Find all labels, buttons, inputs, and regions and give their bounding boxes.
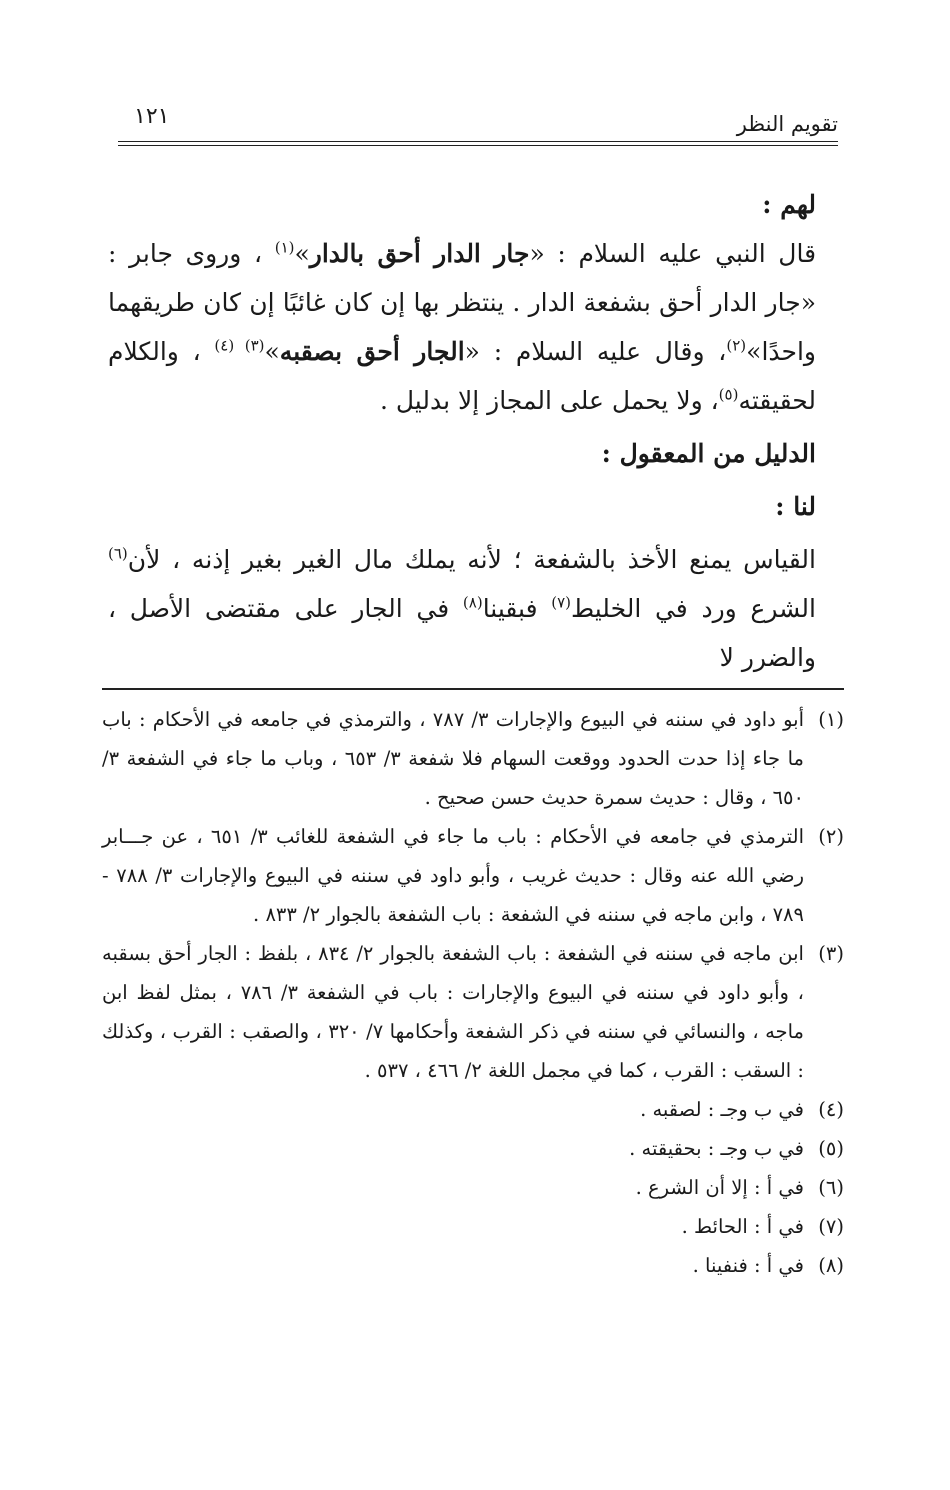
text-run: فبقينا: [482, 594, 552, 623]
footnote-ref[interactable]: (٦): [108, 544, 128, 563]
footnote-ref[interactable]: (٣) (٤): [214, 336, 265, 355]
hadith-quote: الجار أحق بصقبه: [279, 337, 465, 366]
footnote-item: [102, 1246, 844, 1285]
footnote-number: (٤): [818, 1098, 844, 1121]
footnote-text: في أ : فنفينا .: [692, 1254, 804, 1277]
hadith-quote: جار الدار أحق بالدار: [309, 239, 530, 268]
paragraph-hadith: [108, 229, 816, 425]
footnote-text: ابن ماجه في سننه في الشفعة : باب الشفعة بالجوار ٢/ ٨٣٤ ، بلفظ : الجار أحق بسقبه ، وأبو داود في سننه في البيوع والإجارات : باب في الشفعة ٣/ ٧٨٦ ، بمثل لفظ ابن ماجه ، والنسائي في سننه في ذكر الشفعة وأحكامها ٧/ ٣٢٠ ، والصقب : القرب ، وكذلك : السقب : القرب ، كما في مجمل اللغة ٢/ ٤٦٦ ، ٥٣٧ .: [102, 942, 805, 1082]
footnote-ref[interactable]: (٧): [551, 593, 572, 612]
footnote-ref[interactable]: (٥): [718, 385, 739, 404]
text-run: ، ولا يحمل على المجاز إلا بدليل .: [379, 386, 719, 415]
text-run: »: [264, 337, 280, 366]
text-run: ، والكلام لحقيقته: [108, 337, 816, 415]
footnote-ref[interactable]: (٢): [726, 336, 747, 355]
footnote-text: في أ : إلا أن الشرع .: [635, 1176, 804, 1199]
text-run: »: [294, 239, 310, 268]
text-run: في الجار على مقتضى الأصل ، والضرر لا: [108, 594, 816, 672]
footnote-separator: [102, 688, 844, 690]
footnote-item: [102, 1207, 844, 1246]
footnote-number: (٦): [818, 1176, 844, 1199]
running-title: تقويم النظر: [736, 112, 838, 136]
footnote-ref[interactable]: (٨): [462, 593, 483, 612]
footnote-text: في ب وجـ : بحقيقته .: [629, 1137, 804, 1160]
footnote-item: [102, 1090, 844, 1129]
footnote-number: (١): [818, 708, 844, 731]
page-number: ١٢١: [134, 104, 170, 129]
footnote-text: في ب وجـ : لصقبه .: [640, 1098, 804, 1121]
footnote-text: في أ : الحائط .: [681, 1215, 804, 1238]
footnote-number: (٧): [818, 1215, 844, 1238]
paragraph-analogy: [108, 535, 816, 682]
heading-lahum: لهم :: [762, 190, 816, 219]
text-run: القياس يمنع الأخذ بالشفعة ؛ لأنه يملك مال الغير بغير إذنه ، لأن: [127, 545, 816, 574]
running-head: [118, 98, 838, 138]
text-run: قال النبي عليه السلام : «: [529, 239, 817, 268]
footnote-text: الترمذي في جامعه في الأحكام : باب ما جاء في الشفعة للغائب ٣/ ٦٥١ ، عن جـــابر رضي الله عنه وقال : حديث غريب ، وأبو داود في سننه في البيوع والإجارات ٣/ ٧٨٨ - ٧٨٩ ، وابن ماجه في سننه في الشفعة : باب الشفعة بالجوار ٢/ ٨٣٣ .: [102, 825, 804, 926]
footnote-number: (٢): [818, 825, 844, 848]
text-run: ، وروى جابر : «جار الدار أحق بشفعة الدار . ينتظر بها إن كان غائبًا إن كان طريقهما واحدًا»: [108, 239, 816, 366]
header-rule: [118, 141, 838, 142]
footnote-number: (٣): [818, 942, 844, 965]
footnote-number: (٥): [818, 1137, 844, 1160]
heading-lana: لنا :: [775, 492, 816, 521]
footnotes: [102, 700, 844, 1285]
footnote-item: [102, 817, 844, 934]
footnote-number: (٨): [818, 1254, 844, 1277]
main-text: [108, 180, 816, 682]
footnote-item: [102, 1129, 844, 1168]
header-rule-thin: [118, 145, 838, 146]
text-run: ، وقال عليه السلام : «: [464, 337, 727, 366]
heading-rational-evidence: الدليل من المعقول :: [601, 439, 816, 468]
footnote-item: [102, 700, 844, 817]
text-run: الشرع ورد في الخليط: [571, 594, 816, 623]
footnote-text: أبو داود في سننه في البيوع والإجارات ٣/ ٧٨٧ ، والترمذي في جامعه في الأحكام : باب ما جاء إذا حدت الحدود ووقعت السهام فلا شفعة ٣/ ٦٥٣ ، وباب ما جاء في الشفعة ٣/ ٦٥٠ ، وقال : حديث سمرة حديث حسن صحيح .: [102, 708, 805, 809]
footnote-item: [102, 934, 844, 1090]
footnote-ref[interactable]: (١): [274, 238, 295, 257]
footnote-item: [102, 1168, 844, 1207]
